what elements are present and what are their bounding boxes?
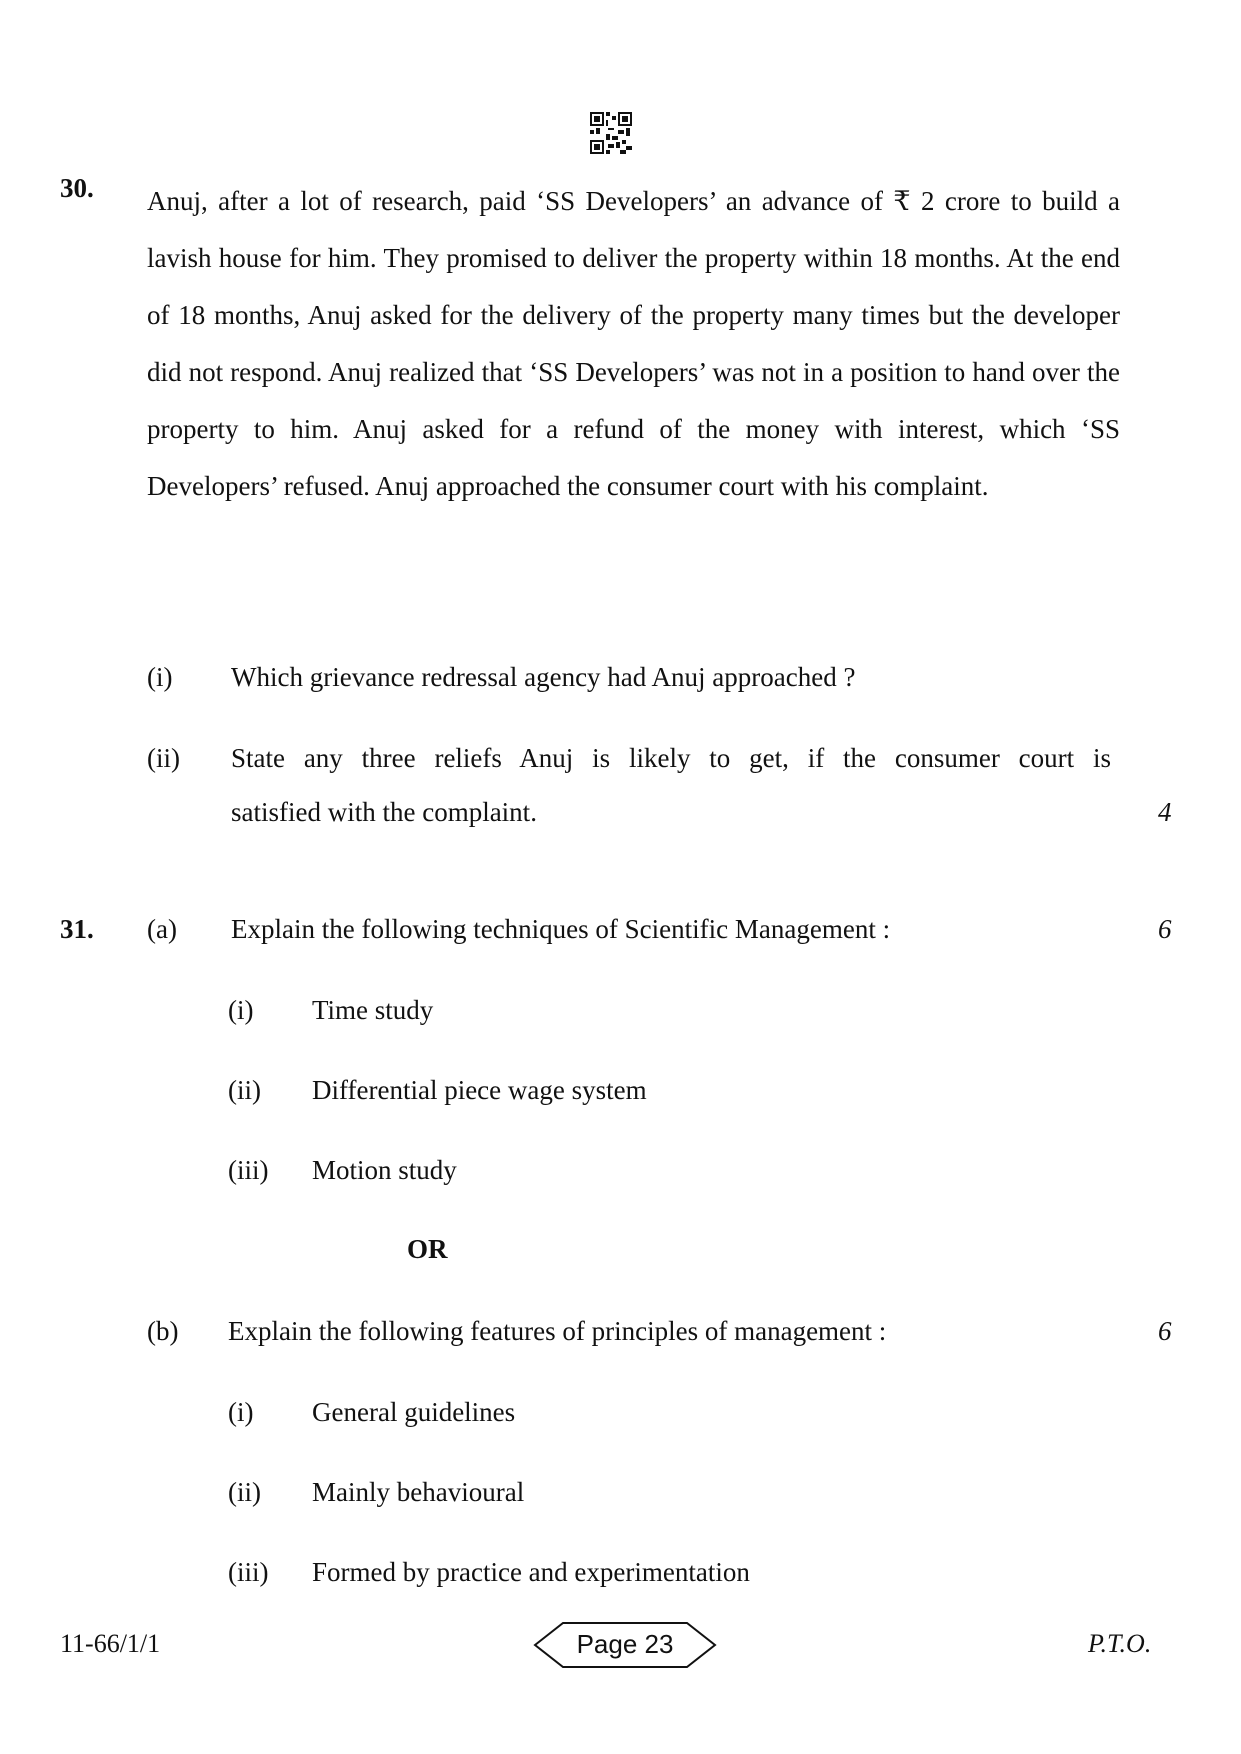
sub-question-text: State any three reliefs Anuj is likely to get, if the consumer court is xyxy=(231,743,1111,773)
sub-question-label: (i) xyxy=(147,662,173,692)
list-item-label: (ii) xyxy=(228,1075,261,1105)
marks-label: 4 xyxy=(1158,797,1172,827)
pto-label: P.T.O. xyxy=(1088,1629,1152,1658)
sub-question-label: (ii) xyxy=(147,743,180,773)
list-item-label: (ii) xyxy=(228,1477,261,1507)
list-item-text: Motion study xyxy=(312,1155,457,1185)
sub-question-text: Which grievance redressal agency had Anuj approached ? xyxy=(231,662,856,692)
page-number-badge xyxy=(533,1621,717,1669)
list-item-text: Mainly behavioural xyxy=(312,1477,525,1507)
marks-label: 6 xyxy=(1158,1316,1172,1346)
paper-code: 11-66/1/1 xyxy=(60,1629,161,1658)
marks-label: 6 xyxy=(1158,914,1172,944)
list-item-text: Time study xyxy=(312,995,434,1025)
list-item-label: (i) xyxy=(228,1397,254,1427)
question-number-30: 30. xyxy=(60,173,94,203)
qr-code-icon xyxy=(590,112,632,154)
list-item-text: General guidelines xyxy=(312,1397,516,1427)
option-b-label: (b) xyxy=(147,1316,179,1346)
option-a-label: (a) xyxy=(147,914,177,944)
page-number: Page 23 xyxy=(576,1629,674,1659)
list-item-text: Differential piece wage system xyxy=(312,1075,647,1105)
question-number-31: 31. xyxy=(60,914,94,944)
sub-question-text-continued: satisfied with the complaint. xyxy=(231,797,537,827)
list-item-text: Formed by practice and experimentation xyxy=(312,1557,750,1587)
option-b-text: Explain the following features of principles of management : xyxy=(228,1316,887,1346)
list-item-label: (i) xyxy=(228,995,254,1025)
list-item-label: (iii) xyxy=(228,1155,269,1185)
option-a-text: Explain the following techniques of Scientific Management : xyxy=(231,914,891,944)
list-item-label: (iii) xyxy=(228,1557,269,1587)
or-separator: OR xyxy=(407,1234,448,1264)
question-30-paragraph: Anuj, after a lot of research, paid ‘SS Developers’ an advance of ₹ 2 crore to build a lavish house for him. They promised to deliver the property within 18 months. At the end of 18 months, Anuj asked for the delivery of the property many times but the developer did not respond. Anuj realized that ‘SS Developers’ was not in a position to hand over the property to him. Anuj asked for a refund of the money with interest, which ‘SS Developers’ refused. Anuj approached the consumer court with his complaint. xyxy=(147,186,1120,501)
